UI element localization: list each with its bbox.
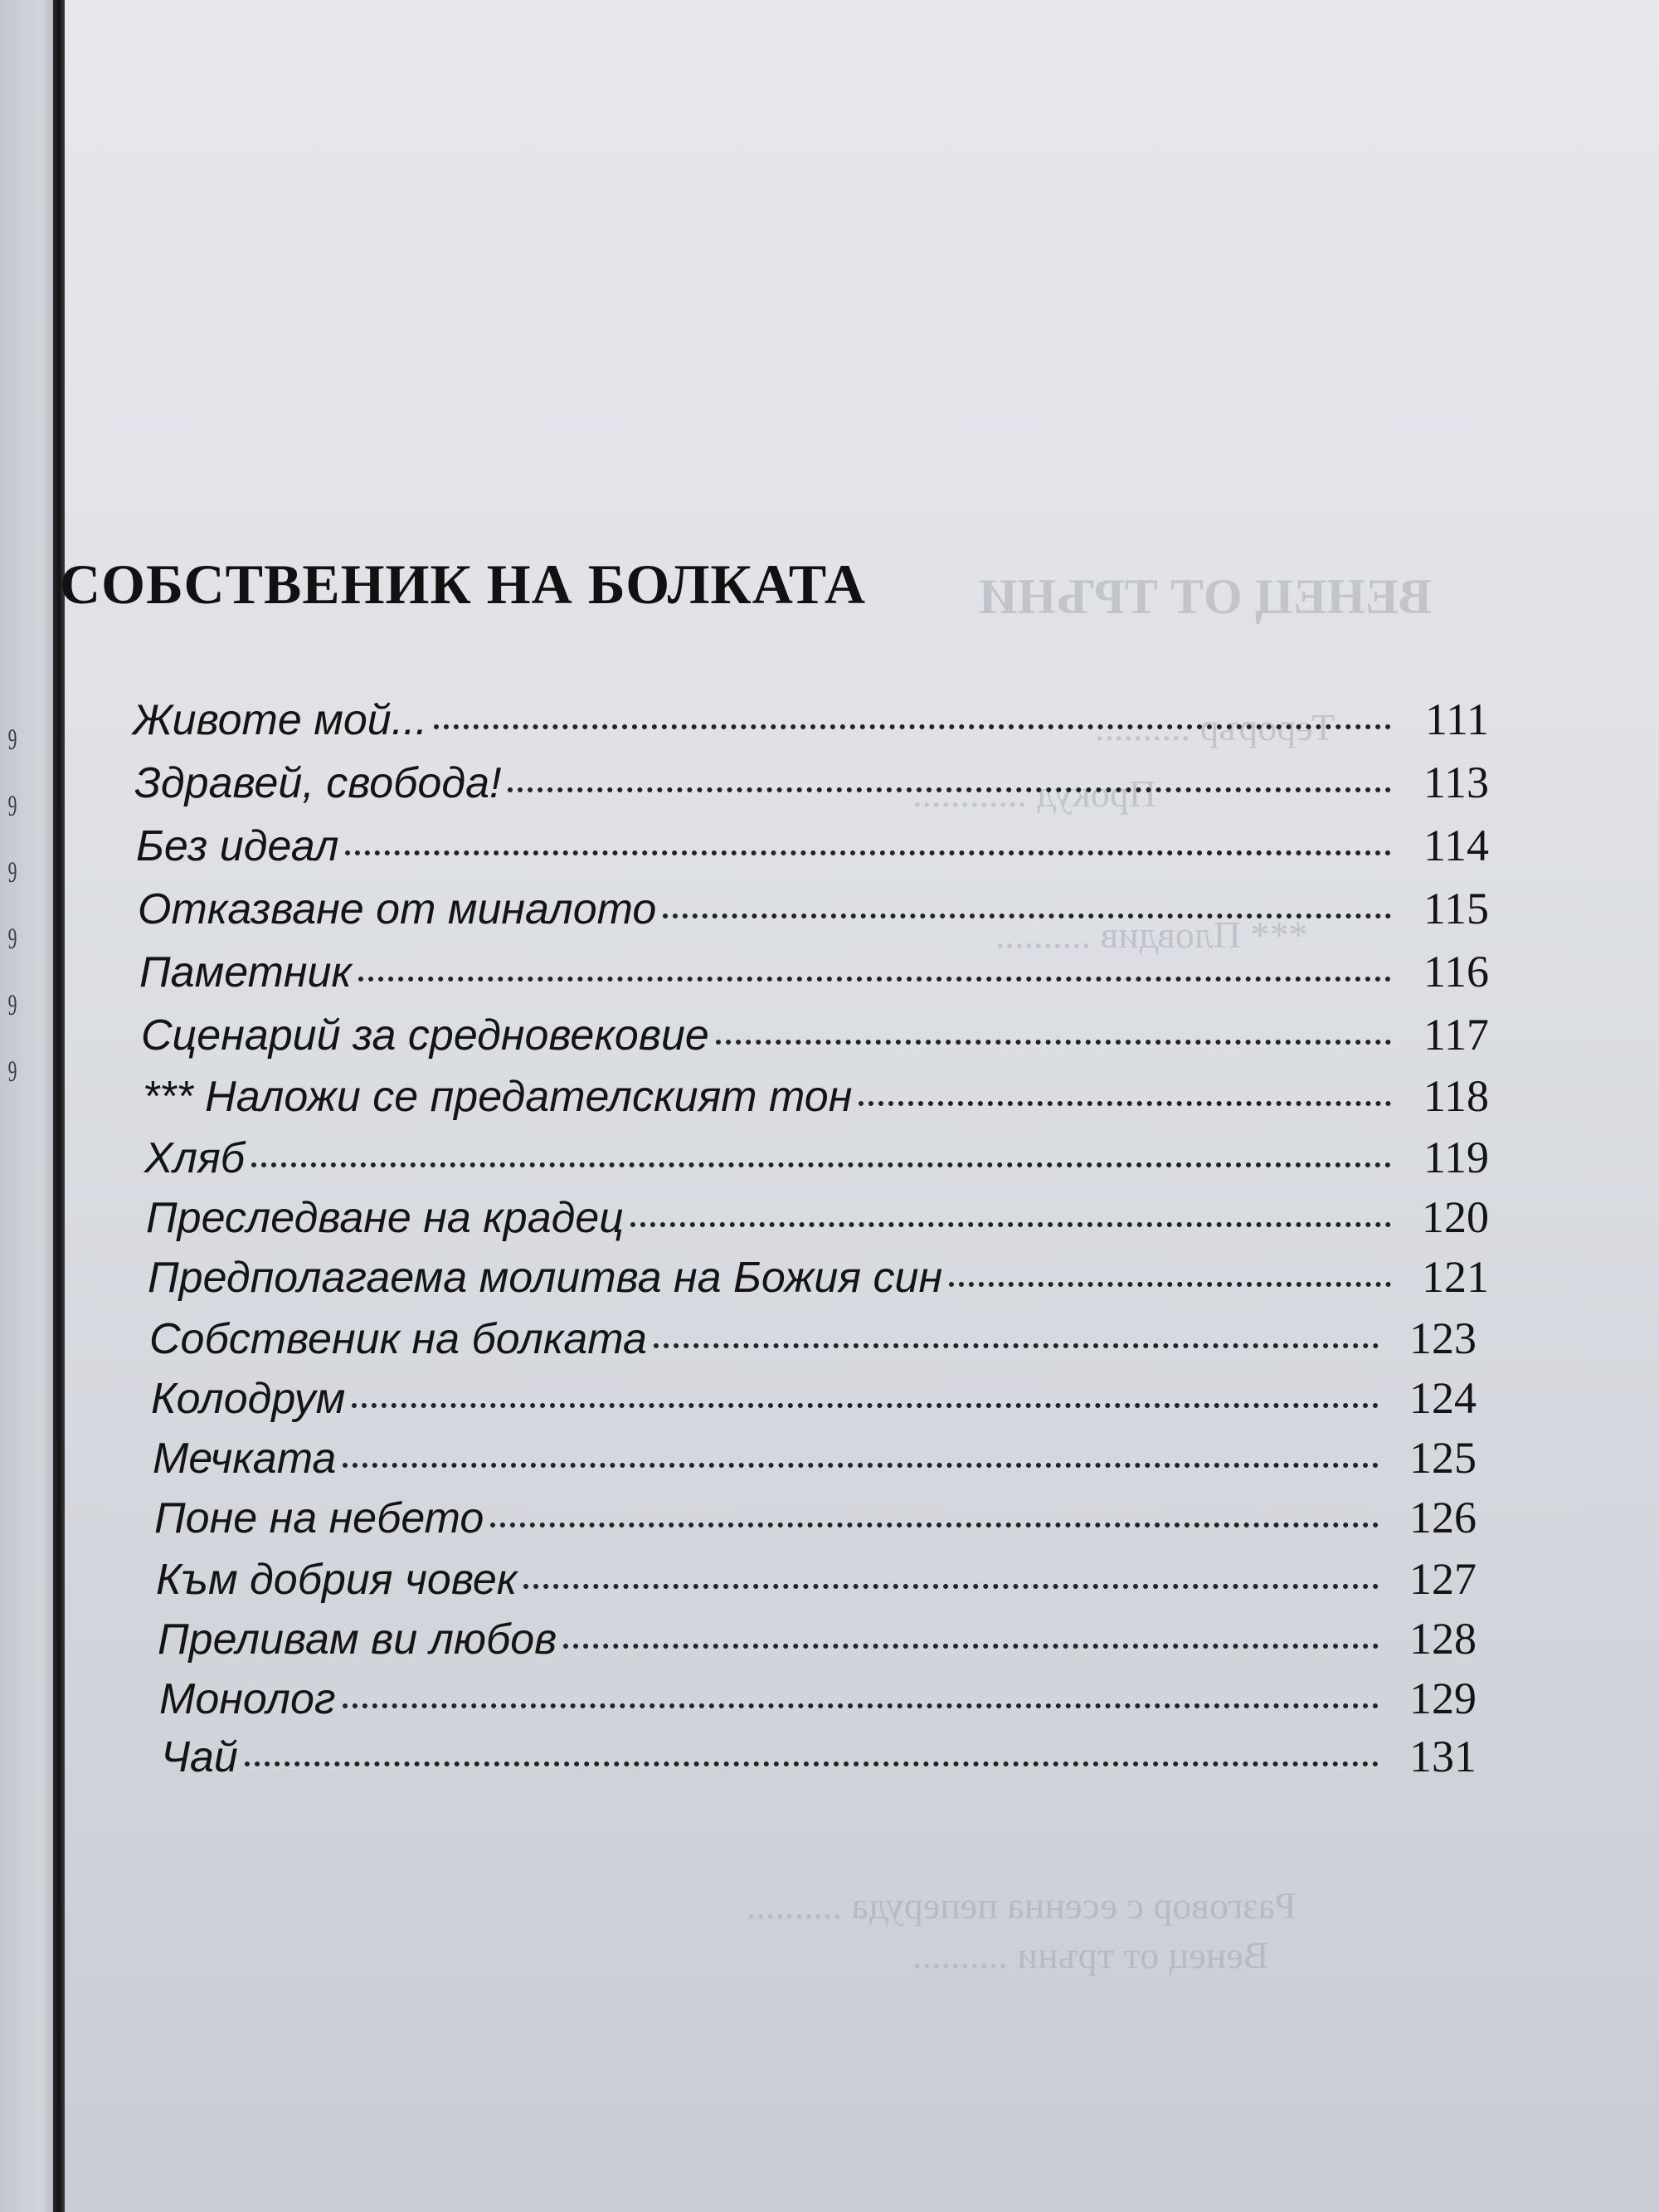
toc-entry-page: 116 <box>1423 947 1489 996</box>
toc-entry-title: Преливам ви любов <box>158 1615 557 1664</box>
dot-leader <box>563 1644 1379 1649</box>
toc-entry-page: 119 <box>1423 1133 1489 1182</box>
dot-leader <box>343 1703 1379 1708</box>
toc-entry <box>161 1734 1477 1779</box>
show-through-line: *** Пловдив .......... <box>995 914 1308 956</box>
dot-leader <box>245 1761 1379 1766</box>
dot-leader <box>358 977 1391 982</box>
toc-entry <box>151 1373 1477 1423</box>
toc-entry-title: Поне на небето <box>154 1494 484 1542</box>
toc-entry-title: Отказване от миналото <box>138 885 657 933</box>
toc-entry-page: 128 <box>1409 1614 1477 1664</box>
toc-entry <box>141 1010 1489 1060</box>
toc-entry <box>159 1676 1477 1721</box>
toc-entry-page: 118 <box>1423 1071 1489 1121</box>
toc-entry <box>133 694 1489 744</box>
toc-entry-title: Паметник <box>139 948 352 996</box>
toc-entry <box>138 886 1489 931</box>
show-through-heading: ВЕНЕЦ ОТ ТРЪНИ <box>979 569 1433 624</box>
toc-entry-page: 125 <box>1409 1433 1477 1483</box>
toc-entry <box>154 1495 1477 1540</box>
dot-leader <box>663 914 1391 918</box>
show-through-line: Прокуд ............ <box>912 772 1156 815</box>
toc-entry-page: 120 <box>1422 1192 1489 1242</box>
toc-entry-title: Преследване на крадец <box>146 1194 625 1242</box>
toc-entry <box>139 949 1489 994</box>
toc-entry-page: 131 <box>1409 1732 1477 1781</box>
toc-entry-page: 129 <box>1409 1674 1477 1723</box>
toc-entry-title: Животе мой... <box>133 696 428 744</box>
toc-entry <box>136 823 1489 868</box>
toc-entry-page: 124 <box>1409 1373 1477 1423</box>
facing-page-edge: 9 9 9 9 9 9 <box>0 0 53 2212</box>
toc-entry-page: 114 <box>1423 821 1489 870</box>
toc-entry-page: 113 <box>1423 758 1489 807</box>
toc-entry-title: Хляб <box>144 1134 246 1182</box>
section-title: СОБСТВЕНИК НА БОЛКАТА <box>60 553 866 616</box>
toc-entry-title: Предполагаема молитва на Божия син <box>148 1254 943 1302</box>
toc-entry <box>156 1554 1477 1604</box>
toc-entry-page: 117 <box>1423 1010 1489 1060</box>
toc-entry <box>146 1192 1489 1242</box>
toc-entry <box>153 1433 1477 1483</box>
toc-entry <box>158 1614 1477 1664</box>
dot-leader <box>949 1282 1391 1287</box>
toc-entry <box>149 1313 1477 1363</box>
dot-leader <box>434 724 1391 729</box>
show-through-line: Терорър .......... <box>1095 706 1335 748</box>
show-through-line: Разговор с есенна пеперуда .......... <box>747 1884 1297 1927</box>
toc-entry-title: Колодрум <box>151 1375 346 1423</box>
toc-entry-page: 115 <box>1423 884 1489 933</box>
toc-entry-title: Здравей, свобода! <box>134 759 502 807</box>
toc-entry-title: Без идеал <box>136 822 339 870</box>
toc-entry-page: 121 <box>1422 1252 1489 1302</box>
toc-entry-page: 111 <box>1425 694 1489 744</box>
toc-entry-page: 127 <box>1409 1554 1477 1604</box>
dot-leader <box>654 1343 1379 1348</box>
toc-entry-title: Чай <box>161 1733 238 1781</box>
dot-leader <box>508 787 1391 792</box>
dot-leader <box>490 1523 1379 1527</box>
dot-leader <box>345 850 1391 855</box>
toc-entry-title: *** Наложи се предателският тон <box>143 1073 853 1121</box>
toc-entry-title: Монолог <box>159 1675 336 1723</box>
book-spine <box>53 0 65 2212</box>
show-through-line: Венец от тръни .......... <box>912 1934 1269 1976</box>
dot-leader <box>630 1222 1391 1227</box>
toc-entry-title: Сценарий за средновековие <box>141 1011 709 1060</box>
dot-leader <box>343 1463 1379 1468</box>
toc-entry-title: Мечката <box>153 1435 337 1483</box>
dot-leader <box>859 1101 1391 1106</box>
dot-leader <box>716 1040 1391 1045</box>
toc-entry-page: 123 <box>1409 1313 1477 1363</box>
dot-leader <box>523 1584 1379 1589</box>
toc-entry <box>134 760 1489 805</box>
dot-leader <box>352 1403 1379 1408</box>
toc-entry <box>144 1135 1489 1180</box>
table-of-contents <box>133 694 1493 1925</box>
toc-entry <box>148 1252 1489 1302</box>
dot-leader <box>251 1162 1391 1167</box>
toc-entry-title: Собственик на болката <box>149 1315 647 1363</box>
toc-entry-title: Към добрия човек <box>156 1556 518 1604</box>
toc-entry <box>143 1071 1489 1121</box>
toc-entry-page: 126 <box>1409 1493 1477 1542</box>
